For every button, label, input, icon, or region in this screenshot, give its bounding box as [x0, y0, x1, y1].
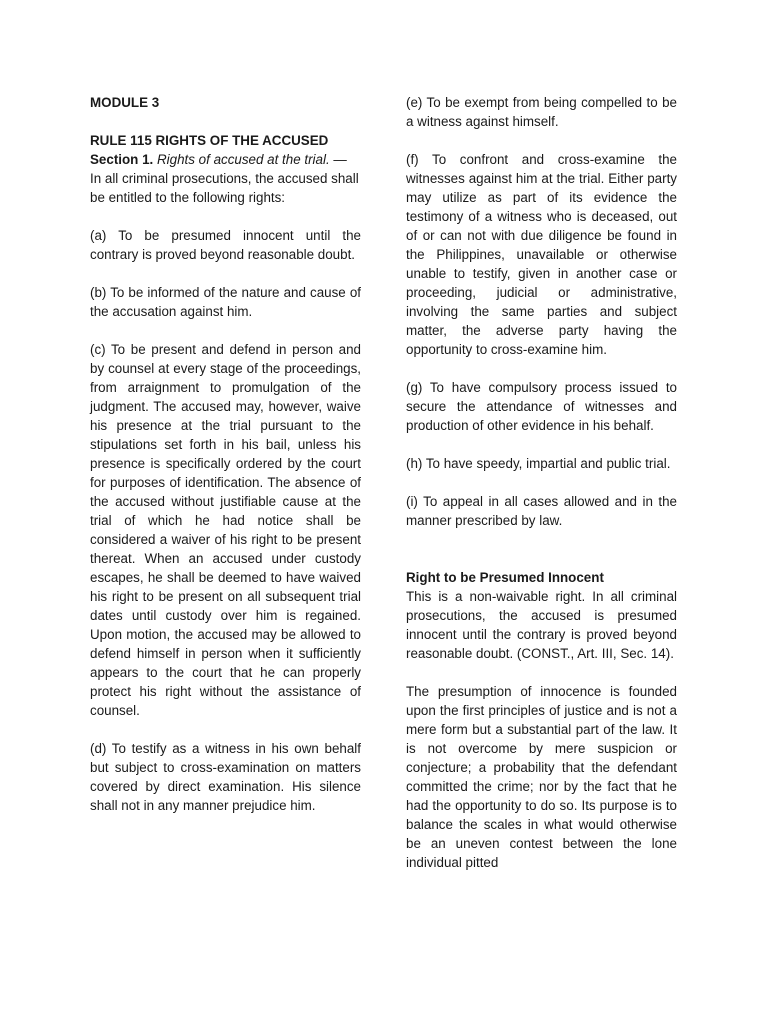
right-b: (b) To be informed of the nature and cause of the accusation against him.	[90, 285, 361, 319]
section-label: Section 1.	[90, 152, 154, 167]
section-dash: —	[329, 152, 347, 167]
presumed-innocent-p1: This is a non-waivable right. In all criminal prosecutions, the accused is presumed innocent until the contrary is proved beyond reasonable doubt. (CONST., Art. III, Sec. 14).	[406, 589, 677, 661]
section-text: In all criminal prosecutions, the accused shall be entitled to the following rights:	[90, 171, 359, 205]
right-e: (e) To be exempt from being compelled to be a witness against himself.	[406, 95, 677, 129]
right-i: (i) To appeal in all cases allowed and in the manner prescribed by law.	[406, 494, 677, 528]
section-1-intro	[90, 150, 361, 207]
right-h: (h) To have speedy, impartial and public trial.	[406, 456, 671, 471]
right-g: (g) To have compulsory process issued to secure the attendance of witnesses and production of other evidence in his behalf.	[406, 380, 677, 433]
module-heading: MODULE 3	[90, 95, 160, 110]
right-f: (f) To confront and cross-examine the witnesses against him at the trial. Either party may utilize as part of its evidence the testimony of a witness who is deceased, out of or can not with due diligence be found in the Philippines, unavailable or otherwise unable to testify, given in another case or proceeding, judicial or administrative, involving the same parties and subject matter, the adverse party having the opportunity to cross-examine him.	[406, 152, 677, 357]
presumed-innocent-p2: The presumption of innocence is founded upon the first principles of justice and is not a mere form but a substantial part of the law. It is not overcome by mere suspicion or conjecture; a probability that the defendant committed the crime; nor by the fact that he had the opportunity to do so. Its purpose is to balance the scales in what would otherwise be an uneven contest between the lone individual pitted	[406, 684, 677, 870]
right-c: (c) To be present and defend in person and by counsel at every stage of the proceedings, from arraignment to promulgation of the judgment. The accused may, however, waive his presence at the trial pursuant to the stipulations set forth in his bail, unless his presence is specifically ordered by the court for purposes of identification. The absence of the accused without justifiable cause at the trial of which he had notice shall be considered a waiver of his right to be present thereat. When an accused under custody escapes, he shall be deemed to have waived his right to be present on all subsequent trial dates until custody over him is regained. Upon motion, the accused may be allowed to defend himself in person when it sufficiently appears to the court that he can properly protect his right without the assistance of counsel.	[90, 342, 361, 718]
section-title: Rights of accused at the trial.	[157, 152, 330, 167]
right-d: (d) To testify as a witness in his own behalf but subject to cross-examination on matters covered by direct examination. His silence shall not in any manner prejudice him.	[90, 741, 361, 813]
presumed-innocent-heading: Right to be Presumed Innocent	[406, 570, 604, 585]
left-column	[90, 93, 361, 815]
rule-title: RULE 115 RIGHTS OF THE ACCUSED	[90, 133, 329, 148]
right-column	[406, 93, 677, 872]
right-a: (a) To be presumed innocent until the contrary is proved beyond reasonable doubt.	[90, 228, 361, 262]
